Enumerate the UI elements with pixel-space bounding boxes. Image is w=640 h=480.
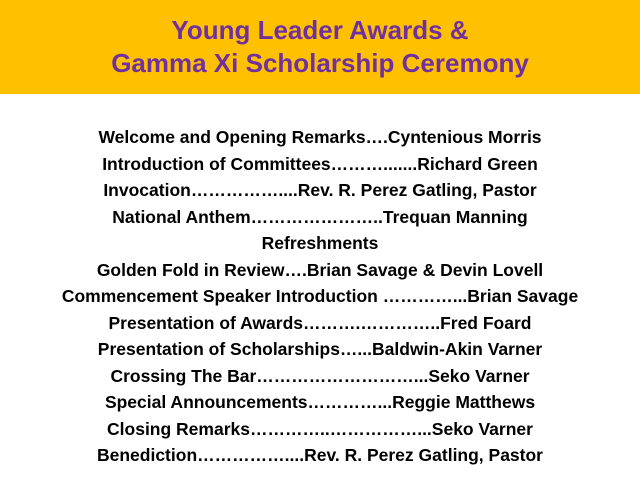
program-item-committees: Introduction of Committees……….......Richard Green [102, 153, 538, 174]
program-item-scholarships: Presentation of Scholarships…...Baldwin-Akin Varner [97, 339, 543, 359]
program-item-awards: Presentation of Awards……….…………..Fred Foard [108, 312, 532, 333]
program-item-golden-fold: Golden Fold in Review….Brian Savage & Devin Lovell [96, 259, 544, 280]
program-item-crossing-bar: Crossing The Bar………………………...Seko Varner [110, 365, 530, 386]
program-item-welcome: Welcome and Opening Remarks….Cyntenious Morris [98, 127, 542, 147]
program-item-benediction: Benediction……………....Rev. R. Perez Gatling, Pastor [96, 445, 543, 465]
program-item-refreshments: Refreshments [261, 233, 379, 253]
program-item-anthem: National Anthem…………………..Trequan Manning [112, 206, 528, 227]
slide-title-line-2: Gamma Xi Scholarship Ceremony [111, 48, 529, 78]
slide-title-line-1: Young Leader Awards & [171, 15, 469, 45]
program-item-announcements: Special Announcements…………...Reggie Matthews [104, 392, 536, 412]
program-item-invocation: Invocation……………....Rev. R. Perez Gatling, Pastor [103, 180, 537, 200]
title-banner [0, 0, 640, 94]
program-item-closing: Closing Remarks…………..……………...Seko Varner [107, 418, 533, 439]
program-list [0, 124, 640, 469]
program-item-speaker-intro: Commencement Speaker Introduction …………...Brian Savage [61, 286, 579, 306]
